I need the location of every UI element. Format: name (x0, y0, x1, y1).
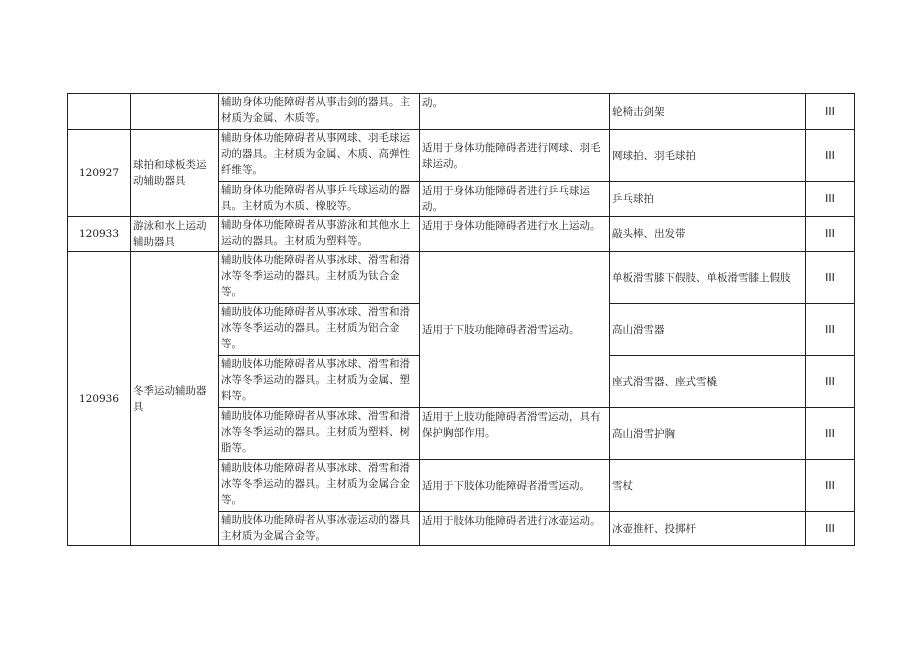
product-name-cell: 网球拍、羽毛球拍 (610, 130, 806, 182)
code-cell: 120927 (68, 130, 131, 217)
category-cell: 冬季运动辅助器具 (131, 252, 219, 546)
description-cell: 辅助肢体功能障碍者从事冰球、滑雪和滑冰等冬季运动的器具。主材质为塑料、树脂等。 (219, 408, 420, 460)
table-row (68, 217, 855, 252)
product-name-cell: 轮椅击剑架 (610, 94, 806, 130)
management-class-cell: III (806, 130, 855, 182)
category-cell: 游泳和水上运动辅助器具 (131, 217, 219, 252)
regulation-table (67, 93, 855, 546)
usage-cell: 适用于身体功能障碍者进行网球、羽毛球运动。 (420, 130, 610, 182)
description-cell: 辅助身体功能障碍者从事网球、羽毛球运动的器具。主材质为金属、木质、高弹性纤维等。 (219, 130, 420, 182)
usage-cell: 适用于下肢功能障碍者滑雪运动。 (420, 252, 610, 408)
description-cell: 辅助肢体功能障碍者从事冰球、滑雪和滑冰等冬季运动的器具。主材质为铝合金等。 (219, 304, 420, 356)
description-cell: 辅助肢体功能障碍者从事冰球、滑雪和滑冰等冬季运动的器具。主材质为钛合金等。 (219, 252, 420, 304)
usage-cell: 动。 (420, 94, 610, 130)
management-class-cell: III (806, 217, 855, 252)
product-name-cell: 冰壶推杆、投掷杆 (610, 512, 806, 546)
description-cell: 辅助身体功能障碍者从事游泳和其他水上运动的器具。主材质为塑料等。 (219, 217, 420, 252)
description-cell: 辅助身体功能障碍者从事击剑的器具。主材质为金属、木质等。 (219, 94, 420, 130)
table-row (68, 130, 855, 182)
product-name-cell: 雪杖 (610, 460, 806, 512)
description-cell: 辅助肢体功能障碍者从事冰球、滑雪和滑冰等冬季运动的器具。主材质为金属合金等。 (219, 460, 420, 512)
code-cell: 120936 (68, 252, 131, 546)
management-class-cell: III (806, 356, 855, 408)
product-name-cell: 乒乓球拍 (610, 182, 806, 217)
product-name-cell: 单板滑雪膝下假肢、单板滑雪膝上假肢 (610, 252, 806, 304)
management-class-cell: III (806, 408, 855, 460)
usage-cell: 适用于肢体功能障碍者进行冰壶运动。 (420, 512, 610, 546)
table-row (68, 94, 855, 130)
code-cell (68, 94, 131, 130)
product-name-cell: 敲头棒、出发带 (610, 217, 806, 252)
description-cell: 辅助肢体功能障碍者从事冰壶运动的器具主材质为金属合金等。 (219, 512, 420, 546)
management-class-cell: III (806, 512, 855, 546)
management-class-cell: III (806, 460, 855, 512)
usage-cell: 适用于身体功能障碍者进行水上运动。 (420, 217, 610, 252)
description-cell: 辅助身体功能障碍者从事乒乓球运动的器具。主材质为木质、橡胶等。 (219, 182, 420, 217)
category-cell: 球拍和球板类运动辅助器具 (131, 130, 219, 217)
management-class-cell: III (806, 94, 855, 130)
product-name-cell: 高山滑雪护胸 (610, 408, 806, 460)
management-class-cell: III (806, 182, 855, 217)
management-class-cell: III (806, 304, 855, 356)
product-name-cell: 座式滑雪器、座式雪橇 (610, 356, 806, 408)
description-cell: 辅助肢体功能障碍者从事冰球、滑雪和滑冰等冬季运动的器具。主材质为金属、塑料等。 (219, 356, 420, 408)
product-name-cell: 高山滑雪器 (610, 304, 806, 356)
usage-cell: 适用于身体功能障碍者进行乒乓球运动。 (420, 182, 610, 217)
usage-cell: 适用于下肢体功能障碍者滑雪运动。 (420, 460, 610, 512)
category-cell (131, 94, 219, 130)
code-cell: 120933 (68, 217, 131, 252)
usage-cell: 适用于上肢功能障碍者滑雪运动，具有保护胸部作用。 (420, 408, 610, 460)
management-class-cell: III (806, 252, 855, 304)
table-row (68, 252, 855, 304)
